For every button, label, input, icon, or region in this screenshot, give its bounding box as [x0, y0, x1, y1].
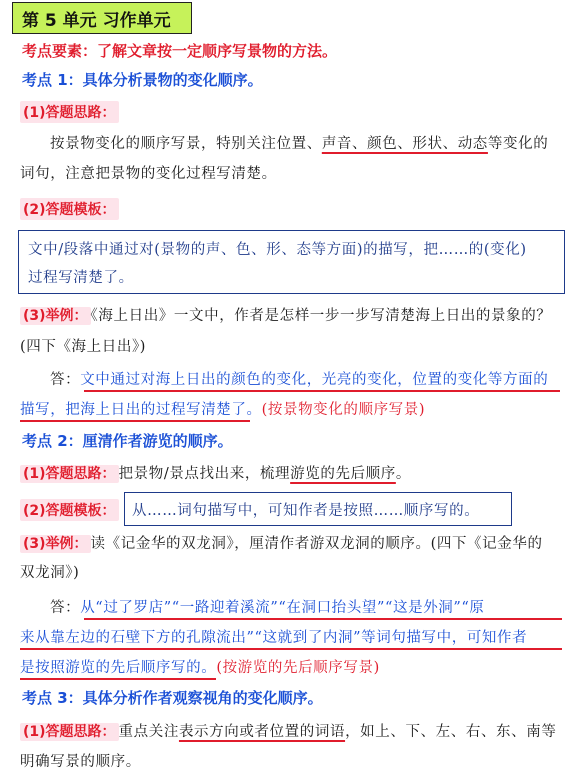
section2-idea-label: (1)答题思路：	[20, 465, 119, 483]
section2-template-text: 从……词句描写中，可知作者是按照……顺序写的。	[132, 503, 480, 519]
key-point	[22, 40, 337, 61]
section2-example-line2: 双龙洞》)	[20, 565, 80, 581]
section1-template-line1: 文中/段落中通过对(景物的声、色、形、态等方面)的描写，把……的(变化)	[28, 242, 527, 258]
section1-idea-underlined: 声音、颜色、形状、动态	[321, 136, 488, 152]
section1-answer-label: 答：	[50, 372, 81, 388]
section1-idea-line2: 词句，注意把景物的变化过程写清楚。	[20, 166, 277, 182]
section3-idea-line1: (1)答题思路： 重点关注表示方向或者位置的词语，如上、下、左、右、东、南等	[20, 720, 556, 741]
section2-answer-underline2	[20, 648, 562, 650]
section3-heading: 考点 3：具体分析作者观察视角的变化顺序。	[22, 689, 323, 707]
section1-template-line2: 过程写清楚了。	[28, 270, 134, 286]
section2-answer-label: 答：	[50, 600, 81, 616]
section1-idea-line1: 按景物变化的顺序写景，特别关注位置、声音、颜色、形状、动态等变化的	[50, 136, 549, 152]
section1-answer-underline2	[20, 420, 250, 422]
section3-idea-label: (1)答题思路：	[20, 723, 119, 741]
section1-idea-label: (1)答题思路：	[20, 101, 119, 123]
section2-answer-note: (按游览的先后顺序写景)	[216, 660, 380, 676]
section1-example-line1: (3)举例： 《海上日出》一文中，作者是怎样一步一步写清楚海上日出的景象的？	[20, 304, 551, 325]
key-point-text: 了解文章按一定顺序写景物的方法。	[97, 42, 338, 60]
section2-answer-underline1	[84, 618, 562, 620]
section3-idea-underlined: 表示方向或者位置的词语	[178, 724, 346, 740]
section1-example-label: (3)举例：	[20, 307, 91, 325]
section1-answer-line1: 答：文中通过对海上日出的颜色的变化，光亮的变化，位置的变化等方面的	[50, 372, 549, 388]
section1-answer-underline1	[84, 390, 560, 392]
section1-template-label: (2)答题模板：	[20, 198, 119, 220]
section1-answer-line2: 描写，把海上日出的过程写清楚了。(按景物变化的顺序写景)	[20, 402, 426, 418]
section3-idea-line2: 明确写景的顺序。	[20, 754, 141, 770]
section2-answer-line2: 来从靠左边的石壁下方的孔隙流出”“这就到了内洞”等词句描写中，可知作者	[20, 630, 528, 646]
unit-title: 第 5 单元 习作单元	[22, 11, 171, 31]
section2-heading: 考点 2：厘清作者游览的顺序。	[22, 432, 233, 450]
key-point-label: 考点要素：	[22, 42, 98, 60]
section2-answer-underline3	[20, 678, 216, 680]
section1-heading: 考点 1：具体分析景物的变化顺序。	[22, 71, 263, 89]
section2-example-label: (3)举例：	[20, 535, 91, 553]
section2-example-line1: (3)举例： 读《记金华的双龙洞》，厘清作者游双龙洞的顺序。(四下《记金华的	[20, 532, 543, 553]
section2-answer-line3: 是按照游览的先后顺序写的。(按游览的先后顺序写景)	[20, 660, 380, 676]
section1-answer-note: (按景物变化的顺序写景)	[261, 402, 426, 418]
section2-idea-line: (1)答题思路： 把景物/景点找出来，梳理游览的先后顺序。	[20, 462, 411, 483]
section2-template-label: (2)答题模板：	[20, 499, 119, 521]
section2-answer-line1: 答：从“过了罗店”“一路迎着溪流”“在洞口抬头望”“这是外洞”“原	[50, 600, 485, 616]
section1-example-line2: (四下《海上日出》)	[20, 339, 147, 355]
